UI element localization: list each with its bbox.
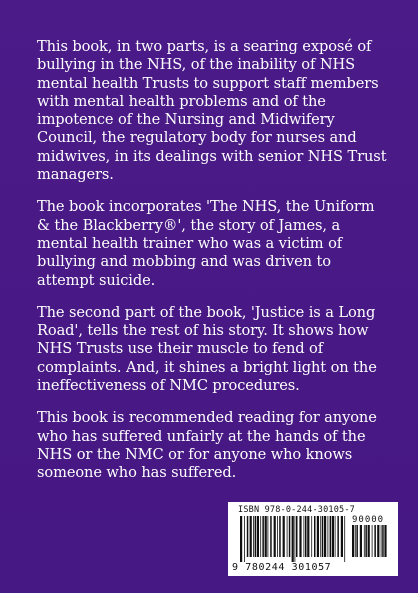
- addon-barcode-bars: [352, 525, 388, 562]
- blurb-paragraph-4: This book is recommended reading for anyone who has suffered unfairly at the hands of the NHS or the NMC or for anyone who knows someone who has suffered.: [37, 409, 377, 482]
- blurb-text: [37, 38, 387, 497]
- blurb-paragraph-2: The book incorporates 'The NHS, the Uniform & the Blackberry®', the story of James, a mental health trainer who was a victim of bullying and mobbing and was driven to attempt suicide.: [37, 198, 375, 289]
- isbn-label: ISBN 978-0-244-30105-7: [238, 505, 355, 515]
- ean-digits: 9 780244 301057: [232, 562, 332, 573]
- ean-barcode-bars: [240, 516, 346, 562]
- addon-digits: 90000: [352, 515, 385, 525]
- blurb-paragraph-3: The second part of the book, 'Justice is a Long Road', tells the rest of his story. It shows how NHS Trusts use their muscle to fend of complaints. And, it shines a bright light on the ineffectiveness of NMC procedures.: [37, 303, 377, 395]
- blurb-paragraph-1: This book, in two parts, is a searing exposé of bullying in the NHS, of the inability of NHS mental health Trusts to support staff members with mental health problems and of the impotence of the Nursing and Midwifery Council, the regulatory body for nurses and midwives, in its dealings with senior NHS Trust managers.: [37, 38, 387, 184]
- barcode-panel: [228, 502, 398, 576]
